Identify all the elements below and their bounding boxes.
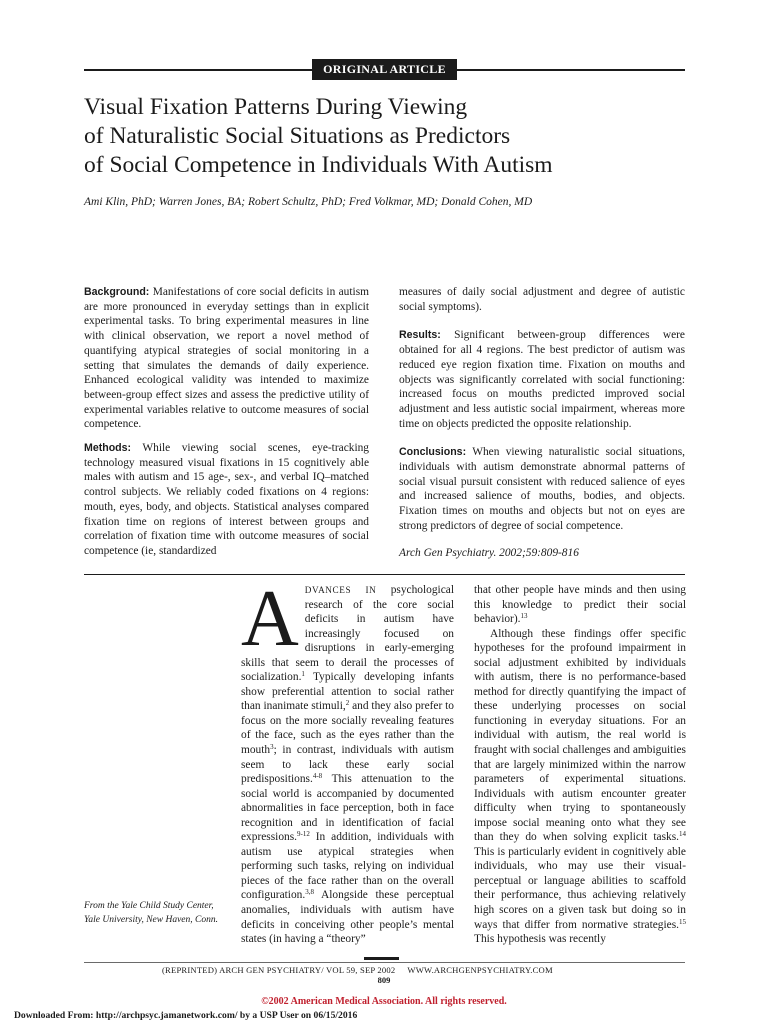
footer-rule xyxy=(84,962,685,963)
conclusions-label: Conclusions: xyxy=(399,446,467,459)
reference-mark: 13 xyxy=(520,612,528,621)
running-footer xyxy=(162,965,612,975)
copyright-notice: ©2002 American Medical Association. All rights reserved. xyxy=(261,996,507,1007)
abstract-background xyxy=(84,285,369,432)
author-affiliation: From the Yale Child Study Center, Yale University, New Haven, Conn. xyxy=(84,901,218,925)
methods-label: Methods: xyxy=(84,442,132,455)
methods-continuation: measures of daily social adjustment and degree of autistic social symptoms). xyxy=(399,286,685,313)
reference-mark: 2 xyxy=(345,699,350,708)
reference-mark: 15 xyxy=(679,917,686,926)
reference-mark: 9-12 xyxy=(297,830,310,839)
abstract-left-column xyxy=(84,285,369,568)
page-number: 809 xyxy=(377,975,391,985)
conclusions-text: When viewing naturalistic social situations, individuals with autism demonstrate abnormal patterns of social visual pursuit consistent with reduced salience of eyes and increased salience of mouths, bodies, and objects. Fixation times on mouths and objects but not on eyes are strong predictors of degree of social competence. xyxy=(399,446,685,532)
title-line-2: of Naturalistic Social Situations as Predictors xyxy=(84,123,511,149)
drop-cap: A xyxy=(241,575,299,663)
footer-tab xyxy=(364,957,399,960)
reference-mark: 3 xyxy=(270,743,274,752)
body-text: In addition, individuals with autism use atypical strategies when performing such tasks, relying on individual pieces of the face rather than on the overall configuration. xyxy=(241,831,454,902)
journal-citation: Arch Gen Psychiatry. 2002;59:809-816 xyxy=(399,546,579,559)
article-title xyxy=(84,93,694,180)
download-stamp: Downloaded From: http://archpsyc.jamanetwork.com/ by a USP User on 06/15/2016 xyxy=(14,1010,358,1021)
body-column-right xyxy=(474,583,686,947)
body-column-left xyxy=(241,575,454,947)
body-paragraph xyxy=(474,583,686,627)
body-paragraph xyxy=(474,627,686,947)
abstract-methods xyxy=(84,441,369,559)
author-list: Ami Klin, PhD; Warren Jones, BA; Robert Schultz, PhD; Fred Volkmar, MD; Donald Cohen, MD xyxy=(84,196,533,208)
journal-website: WWW.ARCHGENPSYCHIATRY.COM xyxy=(407,965,553,975)
reference-mark: 4-8 xyxy=(312,772,323,781)
abstract-results xyxy=(399,328,685,431)
section-divider xyxy=(84,574,685,575)
body-text: ; in contrast, individuals with autism seem to lack these early social predispositions. xyxy=(241,744,454,786)
lead-in-smallcaps: DVANCES IN xyxy=(304,585,377,595)
reference-mark: 3,8 xyxy=(305,888,314,897)
journal-reference: (REPRINTED) ARCH GEN PSYCHIATRY/ VOL 59, SEP 2002 xyxy=(162,965,396,975)
body-text: that other people have minds and then using this knowledge to predict their social behavior). xyxy=(474,584,686,626)
body-text: Typically developing infants show preferential attention to social rather than inanimate stimuli, xyxy=(241,671,454,713)
body-text: Although these findings offer specific hypotheses for the profound impairment in social adjustment exhibited by individuals with autism, there is no performance-based method for directly quantifying the impact of these underlying processes on social functioning in everyday situations. For an individual with autism, the real world is fraught with social challenges and ambiguities that are largely minimized within the narrow parameters of experimental situations. Individuals with autism encounter greater difficulty when trying to spontaneously impose social meaning onto what they see than they do when solving explicit tasks. xyxy=(474,627,686,844)
title-line-1: Visual Fixation Patterns During Viewing xyxy=(84,94,468,120)
body-text: This attenuation to the social world is accompanied by documented abnormalities in face perception, both in face recognition and in identification of facial expressions. xyxy=(241,773,454,844)
reference-mark: 14 xyxy=(679,830,686,839)
background-label: Background: xyxy=(84,286,150,298)
results-label: Results: xyxy=(399,329,441,342)
body-text: This hypothesis was recently xyxy=(474,933,606,946)
abstract-conclusions xyxy=(399,445,685,533)
article-type-banner: ORIGINAL ARTICLE xyxy=(312,59,457,80)
abstract-continued xyxy=(399,285,685,569)
body-text: psychological research of the core social deficits in autism have increasingly focused on disruptions in early-emerging skills that seem to derail the processes of socialization. xyxy=(241,584,454,684)
body-text: This is particularly evident in cognitively able individuals, who may use their visual-perceptual or language abilities to scaffold their performance, thus achieving relatively high scores on a given task but doing so in ways that differ from normative strategies. xyxy=(474,845,686,931)
body-text: and they also prefer to focus on the more socially revealing features of the face, such as the eyes rather than the mouth xyxy=(241,700,454,757)
results-text: Significant between-group differences were obtained for all 4 regions. The best predictor of autism was reduced eye region fixation time. Fixation on mouths and objects was significantly correlated with social functioning: increased focus on mouths predicted improved social adjustment and less autistic social impairment, whereas more time on objects predicted the opposite relationship. xyxy=(399,329,685,430)
reference-mark: 1 xyxy=(301,670,305,679)
methods-text: While viewing social scenes, eye-tracking technology measured visual fixations in 15 cognitively able males with autism and 15 age-, sex-, and verbal IQ–matched control subjects. We reliably coded fixations on 4 regions: mouth, eyes, body, and objects. Statistical analyses compared fixation time on regions of interest between groups and correlation of fixation time with outcome measures of social competence (ie, standardized xyxy=(84,442,369,557)
body-text: Alongside these perceptual anomalies, individuals with autism have deficits in conceiving other people’s mental states (in having a “theory” xyxy=(241,889,454,946)
title-line-3: of Social Competence in Individuals With Autism xyxy=(84,152,553,178)
background-text: Manifestations of core social deficits in autism are more pronounced in everyday settings than in explicit experimental tasks. To bring experimental measures in line with clinical observation, we report a novel method of quantifying atypical strategies of social monitoring in a setting that simulates the demands of daily experience. Enhanced ecological validity was intended to maximize between-group effect sizes and assess the predictive utility of experimental variables relative to outcome measures of social competence. xyxy=(84,286,370,431)
